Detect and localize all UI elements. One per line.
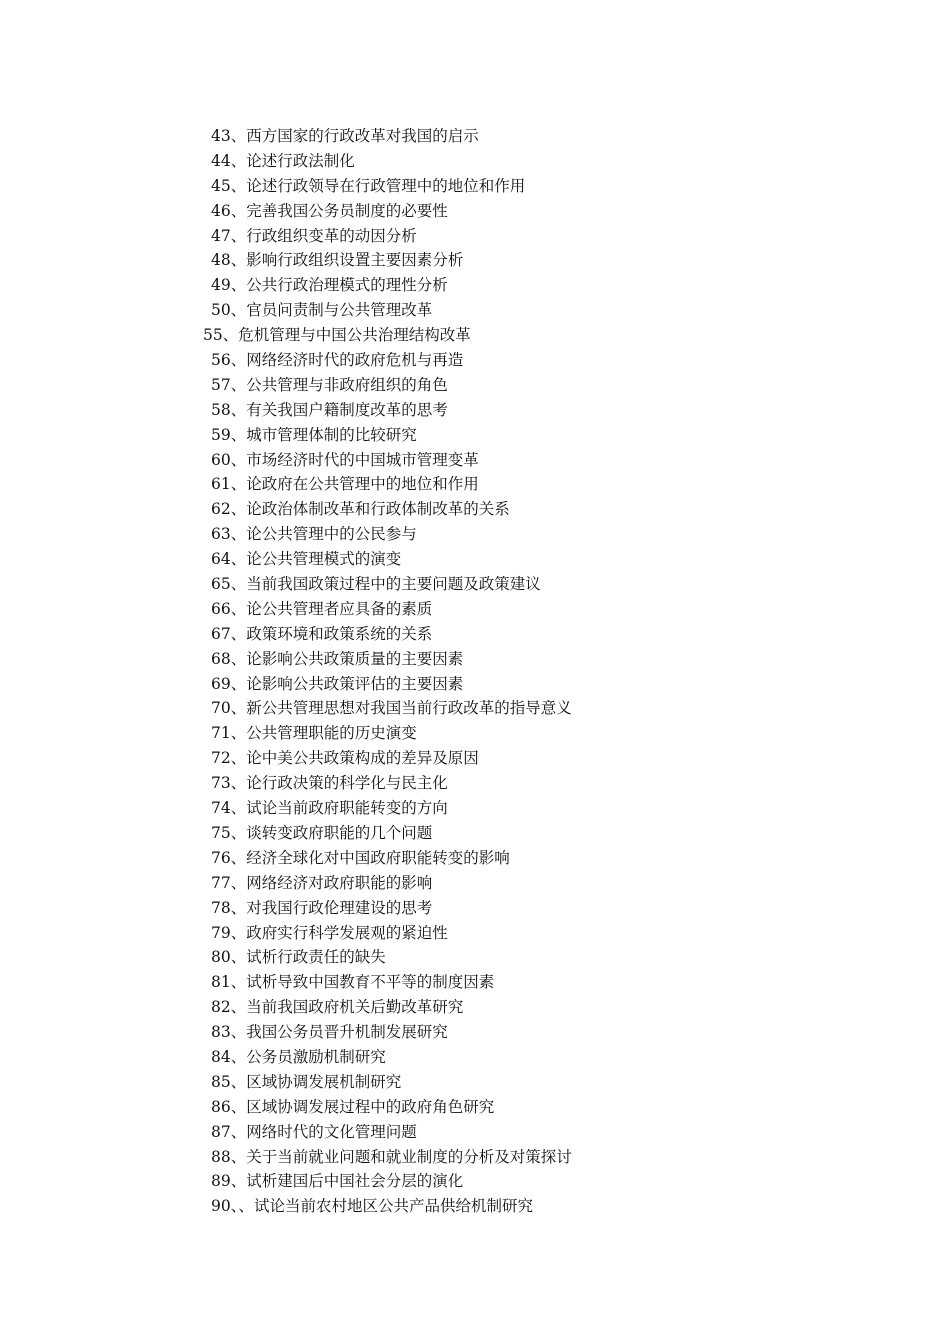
list-item: 46、完善我国公务员制度的必要性 [211, 201, 448, 220]
list-item: 59、城市管理体制的比较研究 [211, 425, 417, 444]
list-item: 72、论中美公共政策构成的差异及原因 [211, 749, 479, 768]
list-item: 62、论政治体制改革和行政体制改革的关系 [211, 500, 510, 519]
list-item: 86、区域协调发展过程中的政府角色研究 [211, 1097, 495, 1116]
list-item: 71、公共管理职能的历史演变 [211, 724, 417, 743]
list-item: 64、论公共管理模式的演变 [211, 550, 402, 569]
list-item: 80、试析行政责任的缺失 [211, 948, 386, 967]
list-item: 50、官员问责制与公共管理改革 [211, 301, 433, 320]
list-item: 74、试论当前政府职能转变的方向 [211, 799, 448, 818]
list-item: 90、、试论当前农村地区公共产品供给机制研究 [211, 1197, 533, 1216]
list-item: 83、我国公务员晋升机制发展研究 [211, 1023, 448, 1042]
list-item: 61、论政府在公共管理中的地位和作用 [211, 475, 479, 494]
list-item: 73、论行政决策的科学化与民主化 [211, 774, 448, 793]
list-item: 67、政策环境和政策系统的关系 [211, 624, 433, 643]
list-item: 45、论述行政领导在行政管理中的地位和作用 [211, 176, 526, 195]
list-item: 89、试析建国后中国社会分层的演化 [211, 1172, 464, 1191]
list-item: 68、论影响公共政策质量的主要因素 [211, 649, 464, 668]
list-item: 87、网络时代的文化管理问题 [211, 1122, 417, 1141]
list-item: 76、经济全球化对中国政府职能转变的影响 [211, 848, 510, 867]
list-item: 63、论公共管理中的公民参与 [211, 525, 417, 544]
list-item: 75、谈转变政府职能的几个问题 [211, 823, 433, 842]
topic-list [0, 124, 950, 1219]
list-item: 44、论述行政法制化 [211, 151, 355, 170]
list-item: 55、危机管理与中国公共治理结构改革 [203, 326, 471, 345]
list-item: 49、公共行政治理模式的理性分析 [211, 276, 448, 295]
list-item: 82、当前我国政府机关后勤改革研究 [211, 998, 464, 1017]
list-item: 66、论公共管理者应具备的素质 [211, 599, 433, 618]
list-item: 56、网络经济时代的政府危机与再造 [211, 351, 464, 370]
list-item: 88、关于当前就业问题和就业制度的分析及对策探讨 [211, 1147, 572, 1166]
list-item: 70、新公共管理思想对我国当前行政改革的指导意义 [211, 699, 572, 718]
list-item: 47、行政组织变革的动因分析 [211, 226, 417, 245]
list-item: 60、市场经济时代的中国城市管理变革 [211, 450, 479, 469]
list-item: 79、政府实行科学发展观的紧迫性 [211, 923, 448, 942]
list-item: 81、试析导致中国教育不平等的制度因素 [211, 973, 495, 992]
list-item: 58、有关我国户籍制度改革的思考 [211, 400, 448, 419]
list-item: 65、当前我国政策过程中的主要问题及政策建议 [211, 575, 541, 594]
list-item: 43、西方国家的行政改革对我国的启示 [211, 127, 479, 145]
list-item: 85、区域协调发展机制研究 [211, 1072, 402, 1091]
list-item: 57、公共管理与非政府组织的角色 [211, 375, 448, 394]
list-item: 69、论影响公共政策评估的主要因素 [211, 674, 464, 693]
list-item: 78、对我国行政伦理建设的思考 [211, 898, 433, 917]
list-item: 48、影响行政组织设置主要因素分析 [211, 251, 464, 270]
list-item: 84、公务员激励机制研究 [211, 1047, 386, 1066]
list-item: 77、网络经济对政府职能的影响 [211, 873, 433, 892]
